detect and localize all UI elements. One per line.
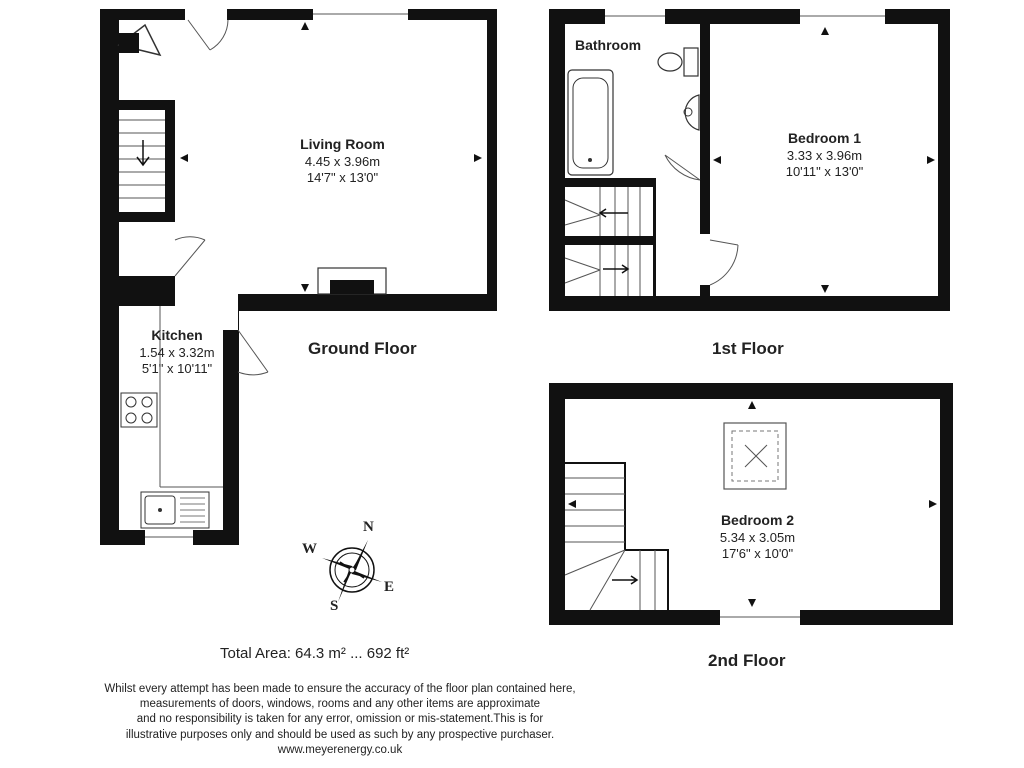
bedroom1-label	[757, 130, 892, 180]
ground-floor-label: Ground Floor	[308, 339, 417, 358]
bedroom2-imperial: 17'6" x 10'0"	[721, 545, 794, 561]
bedroom2-metric: 5.34 x 3.05m	[719, 529, 796, 545]
first-floor-label: 1st Floor	[712, 339, 784, 358]
bathroom-name: Bathroom	[575, 37, 642, 53]
kitchen-metric: 1.54 x 3.32m	[139, 344, 215, 360]
compass-south: S	[330, 598, 339, 614]
compass-west: W	[302, 541, 317, 557]
living-room-label	[275, 136, 410, 186]
kitchen-name: Kitchen	[151, 327, 203, 343]
bedroom1-name: Bedroom 1	[787, 130, 862, 146]
kitchen-label	[112, 327, 242, 377]
ground-floor-plan	[100, 9, 497, 545]
living-room-name: Living Room	[300, 136, 385, 152]
compass-east: E	[384, 579, 395, 595]
bedroom2-name: Bedroom 2	[720, 512, 795, 528]
website: www.meyerenergy.co.uk	[277, 743, 403, 756]
disclaimer-line: Whilst every attempt has been made to ensure the accuracy of the floor plan contained here,	[104, 683, 576, 695]
bedroom1-imperial: 10'11" x 13'0"	[785, 163, 864, 179]
living-room-metric: 4.45 x 3.96m	[304, 153, 381, 169]
total-area: Total Area: 64.3 m² ... 692 ft²	[220, 645, 410, 662]
disclaimer-line: measurements of doors, windows, rooms and any other items are approximate	[139, 698, 541, 711]
second-floor-walls	[549, 383, 953, 625]
living-room-imperial: 14'7" x 13'0"	[306, 169, 379, 185]
compass-north: N	[363, 519, 374, 535]
kitchen-imperial: 5'1" x 10'11"	[141, 360, 213, 376]
second-floor-plan	[549, 383, 953, 625]
bedroom2-label	[690, 512, 825, 562]
compass-rose	[322, 540, 382, 602]
disclaimer-line: illustrative purposes only and should be used as such by any prospective purchaser.	[125, 728, 555, 741]
bedroom1-metric: 3.33 x 3.96m	[786, 147, 863, 163]
disclaimer-line: and no responsibility is taken for any error, omission or mis-statement.This is for	[136, 713, 544, 726]
disclaimer	[30, 682, 650, 758]
second-floor-label: 2nd Floor	[708, 651, 786, 670]
